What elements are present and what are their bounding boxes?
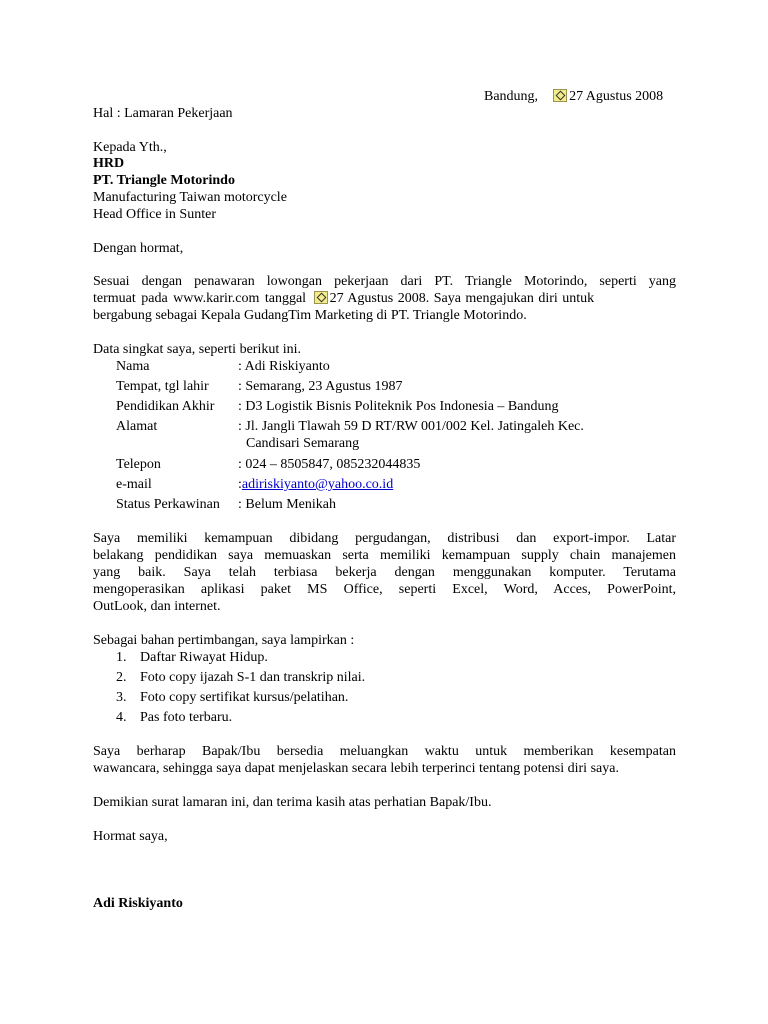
field-row-nama (116, 358, 330, 375)
field-label: Telepon (116, 457, 161, 472)
subject-line: Hal : Lamaran Pekerjaan (93, 106, 233, 121)
para1-line2 (93, 290, 676, 307)
field-value: : Semarang, 23 Agustus 1987 (238, 379, 403, 394)
field-row-telepon (116, 456, 420, 473)
list-number: 4. (116, 710, 127, 725)
list-text: Foto copy sertifikat kursus/pelatihan. (140, 690, 349, 705)
para2-line1: Saya memiliki kemampuan dibidang pergudangan, distribusi dan export-impor. Latar (93, 531, 676, 546)
list-item (116, 689, 348, 706)
recipient-salutation: Kepada Yth., (93, 140, 167, 155)
recipient-dept: HRD (93, 156, 125, 171)
field-row-ttl (116, 378, 403, 395)
company-description: Manufacturing Taiwan motorcycle (93, 190, 287, 205)
list-text: Foto copy ijazah S-1 dan transkrip nilai. (140, 670, 366, 685)
city-text: Bandung, (484, 89, 539, 104)
para2-line2: belakang pendidikan saya memuaskan serta memiliki kemampuan supply chain manajemen (93, 548, 676, 563)
field-label: Alamat (116, 419, 158, 434)
signer-name: Adi Riskiyanto (93, 896, 183, 911)
greeting: Dengan hormat, (93, 241, 184, 256)
field-value: : Belum Menikah (238, 497, 336, 512)
attachments-intro: Sebagai bahan pertimbangan, saya lampirkan : (93, 633, 355, 648)
field-value: : D3 Logistik Bisnis Politeknik Pos Indonesia – Bandung (238, 399, 559, 414)
field-label: e-mail (116, 477, 152, 492)
para2-line4: mengoperasikan aplikasi paket MS Office, seperti Excel, Word, Acces, PowerPoint, (93, 582, 676, 597)
para2-line3: yang baik. Saya telah terbiasa bekerja dengan menggunakan komputer. Terutama (93, 565, 676, 580)
field-label: Tempat, tgl lahir (116, 379, 209, 394)
list-number: 3. (116, 690, 127, 705)
list-number: 1. (116, 650, 127, 665)
field-row-email (116, 476, 393, 493)
para1-line2-end: 27 Agustus 2008. Saya mengajukan diri untuk (329, 291, 595, 306)
field-label: Status Perkawinan (116, 497, 220, 512)
field-value: : (238, 477, 242, 492)
field-row-pendidikan (116, 398, 558, 415)
para1-line3: bergabung sebagai Kepala GudangTim Marketing di PT. Triangle Motorindo. (93, 308, 527, 323)
field-label: Pendidikan Akhir (116, 399, 215, 414)
field-label: Nama (116, 359, 150, 374)
field-row-alamat (116, 418, 584, 435)
para2-line5: OutLook, dan internet. (93, 599, 221, 614)
field-value: : Adi Riskiyanto (238, 359, 330, 374)
recipient-company: PT. Triangle Motorindo (93, 173, 235, 188)
date-text: 27 Agustus 2008 (569, 89, 664, 104)
list-number: 2. (116, 670, 127, 685)
email-link[interactable]: adiriskiyanto@yahoo.co.id (241, 477, 394, 492)
list-item (116, 649, 268, 666)
closing-paragraph: Demikian surat lamaran ini, dan terima kasih atas perhatian Bapak/Ibu. (93, 795, 492, 810)
field-value: : Jl. Jangli Tlawah 59 D RT/RW 001/002 Kel. Jatingaleh Kec. (238, 419, 584, 434)
field-row-status (116, 496, 336, 513)
field-row-alamat-cont (246, 435, 359, 452)
list-text: Daftar Riwayat Hidup. (140, 650, 268, 665)
date-field-icon[interactable] (314, 291, 328, 304)
closing-salutation: Hormat saya, (93, 829, 168, 844)
date-field-icon[interactable] (553, 89, 567, 102)
list-item (116, 709, 232, 726)
list-text: Pas foto terbaru. (140, 710, 233, 725)
para3-line1: Saya berharap Bapak/Ibu bersedia meluangkan waktu untuk memberikan kesempatan (93, 744, 676, 759)
company-office: Head Office in Sunter (93, 207, 216, 222)
data-intro: Data singkat saya, seperti berikut ini. (93, 342, 301, 357)
para3-line2: wawancara, sehingga saya dapat menjelaskan secara lebih terperinci tentang potensi diri saya. (93, 761, 619, 776)
field-value: : 024 – 8505847, 085232044835 (238, 457, 421, 472)
list-item (116, 669, 365, 686)
field-value: Candisari Semarang (246, 436, 360, 451)
para1-line1: Sesuai dengan penawaran lowongan pekerjaan dari PT. Triangle Motorindo, seperti yang (93, 274, 676, 289)
para1-line2-start: termuat pada www.karir.com tanggal (93, 291, 307, 306)
date-line (484, 88, 663, 105)
